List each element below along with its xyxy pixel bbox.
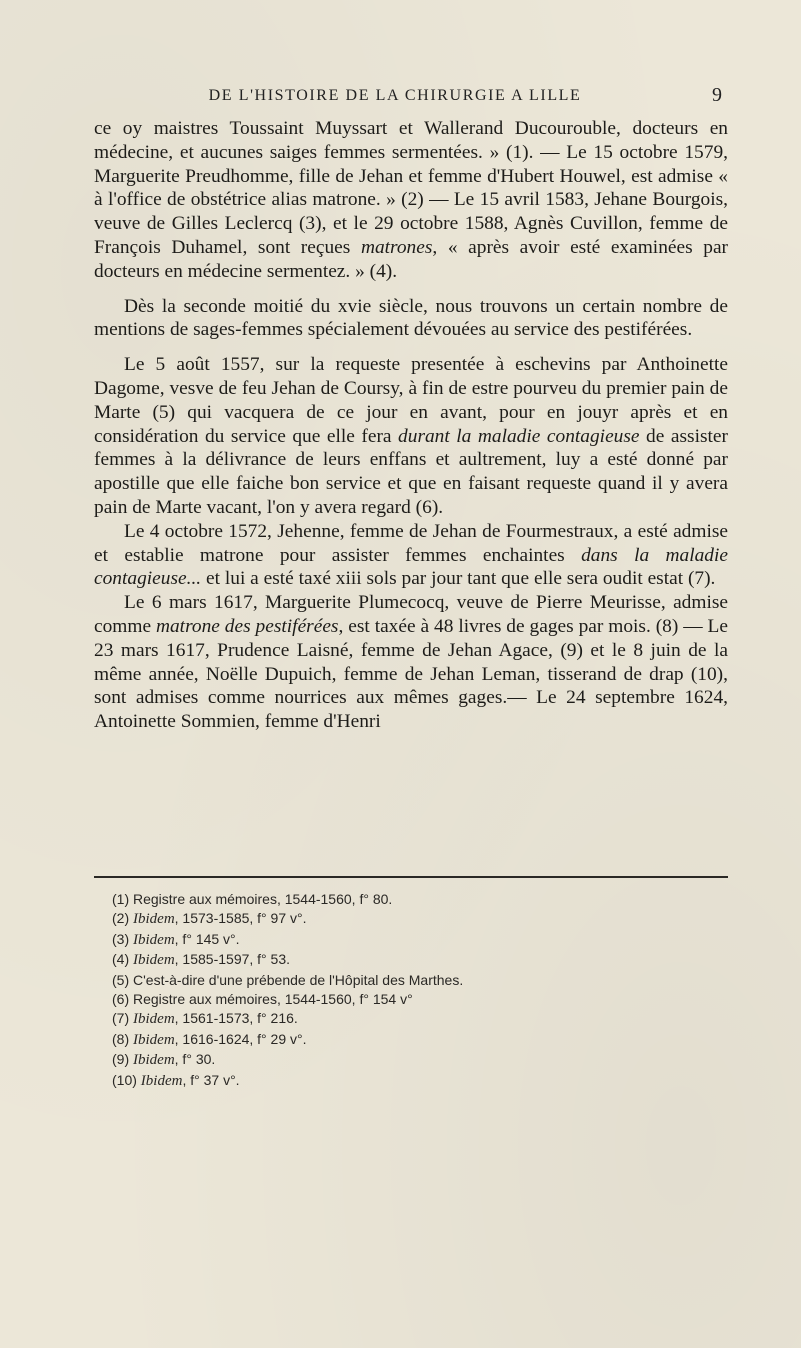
footnote-text: Registre aux mémoires, 1544-1560, f° 80. bbox=[133, 891, 393, 907]
footnote-text: Registre aux mémoires, 1544-1560, f° 154 v° bbox=[133, 991, 413, 1008]
footnote-text: , 1585-1597, f° 53. bbox=[174, 951, 291, 968]
footnote-number: (2) bbox=[112, 910, 133, 927]
footnote bbox=[112, 1009, 712, 1029]
footnote-text: , 1616-1624, f° 29 v°. bbox=[174, 1030, 307, 1047]
footnote-ibidem: Ibidem bbox=[133, 1011, 175, 1028]
footnote-number: (8) bbox=[112, 1030, 133, 1047]
footnote-ibidem: Ibidem bbox=[133, 911, 175, 928]
paragraph bbox=[94, 117, 728, 284]
footnote-number: (4) bbox=[112, 951, 133, 968]
footnote bbox=[112, 890, 712, 909]
footnote-text: , f° 145 v°. bbox=[174, 930, 240, 947]
italic-text: matrone des pestiférées bbox=[155, 615, 339, 637]
paragraph bbox=[94, 591, 728, 734]
footnote bbox=[112, 930, 712, 950]
italic-text: durant la maladie contagieuse bbox=[398, 425, 640, 447]
paragraph bbox=[94, 520, 728, 591]
footnote-number: (5) bbox=[112, 971, 133, 988]
footnote-ibidem: Ibidem bbox=[133, 1052, 175, 1069]
footnote-number: (3) bbox=[112, 930, 133, 947]
text-run: Le 5 août 1557, sur la requeste presentée à eschevins par Anthoinette Dagome, vesve de feu Jehan de Coursy, à fin de estre pourveu du premier pain de Marte (5) qui vacquera de ce jour en avant, pour en jouyr après et en considération du service que elle fera bbox=[94, 354, 728, 447]
footnote-number: (10) bbox=[112, 1071, 141, 1088]
page-number: 9 bbox=[712, 84, 722, 106]
footnote bbox=[112, 1050, 712, 1070]
italic-text: matrones bbox=[360, 236, 433, 258]
footnote bbox=[112, 971, 712, 990]
footnote-number: (7) bbox=[112, 1010, 133, 1027]
footnote-text: C'est-à-dire d'une prébende de l'Hôpital des Marthes. bbox=[133, 971, 464, 988]
text-run: , est taxée à 48 livres de gages par mois. (8) — Le 23 mars 1617, Prudence Laisné, femme de Jehan Agace, (9) et le 8 juin de la même année, Noëlle Dupuich, femme de Jehan Leman, tisserand de drap (10), sont admises comme nourrices aux mêmes gages.— Le 24 septembre 1624, Antoinette Sommien, femme d'Henri bbox=[94, 615, 728, 733]
text-run: ce oy maistres Toussaint Muyssart et Wallerand Ducourouble, docteurs en médecine, et aucunes saiges femmes sermentées. » (1). — Le 15 octobre 1579, Marguerite Preudhomme, fille de Jehan et femme d'Hubert Houwel, est admise « à l'office de obstétrice alias matrone. » (2) — Le 15 avril 1583, Jehane Bourgois, veuve de Gilles Leclercq (3), et le 29 octobre 1588, Agnès Cuvillon, femme de François Duhamel, sont reçues bbox=[94, 118, 728, 258]
footnote-rule bbox=[94, 876, 728, 878]
italic-text: dans la maladie contagieuse... bbox=[94, 544, 728, 590]
footnote bbox=[112, 990, 712, 1009]
footnote-text: , 1573-1585, f° 97 v°. bbox=[174, 910, 307, 927]
footnote-text: , f° 37 v°. bbox=[182, 1071, 240, 1088]
text-run: , « après avoir esté examinées par docteurs en médecine sermentez. » (4). bbox=[94, 236, 729, 282]
paragraph bbox=[94, 295, 728, 343]
footnote-ibidem: Ibidem bbox=[133, 1031, 175, 1048]
footnote-text: , f° 30. bbox=[174, 1051, 216, 1068]
footnote-number: (6) bbox=[112, 991, 133, 1008]
footnote-number: (1) bbox=[112, 891, 133, 907]
footnote-ibidem: Ibidem bbox=[133, 952, 175, 969]
running-title: DE L'HISTOIRE DE LA CHIRURGIE A LILLE bbox=[208, 87, 582, 104]
text-run: de assister femmes à la délivrance de leurs enffans et aultrement, luy a esté donné par apostille que elle faiche bon service et que en faisant requeste quand il y avera pain de Marte vacant, l'on y avera regard (6). bbox=[94, 425, 728, 518]
text-run: et lui a esté taxé xiii sols par jour tant que elle sera oudit estat (7). bbox=[201, 568, 716, 590]
text-run: Le 6 mars 1617, Marguerite Plumecocq, veuve de Pierre Meurisse, admise comme bbox=[94, 592, 728, 637]
footnote bbox=[112, 1030, 712, 1050]
footnote-ibidem: Ibidem bbox=[140, 1072, 183, 1089]
text-run: Le 4 octobre 1572, Jehenne, femme de Jehan de Fourmestraux, a esté admise et establie matrone pour assister femmes enchaintes bbox=[94, 520, 728, 566]
footnote-text: , 1561-1573, f° 216. bbox=[174, 1010, 298, 1027]
body-text bbox=[94, 117, 728, 734]
text-run: Dès la seconde moitié du xvie siècle, nous trouvons un certain nombre de mentions de sages-femmes spécialement dévouées au service des pestiférées. bbox=[94, 295, 728, 341]
footnotes bbox=[112, 890, 712, 1091]
footnote-ibidem: Ibidem bbox=[133, 931, 175, 948]
footnote bbox=[112, 950, 712, 970]
paragraph bbox=[94, 353, 728, 520]
footnote-number: (9) bbox=[112, 1051, 133, 1068]
footnote bbox=[112, 1071, 712, 1091]
footnote bbox=[112, 909, 712, 929]
